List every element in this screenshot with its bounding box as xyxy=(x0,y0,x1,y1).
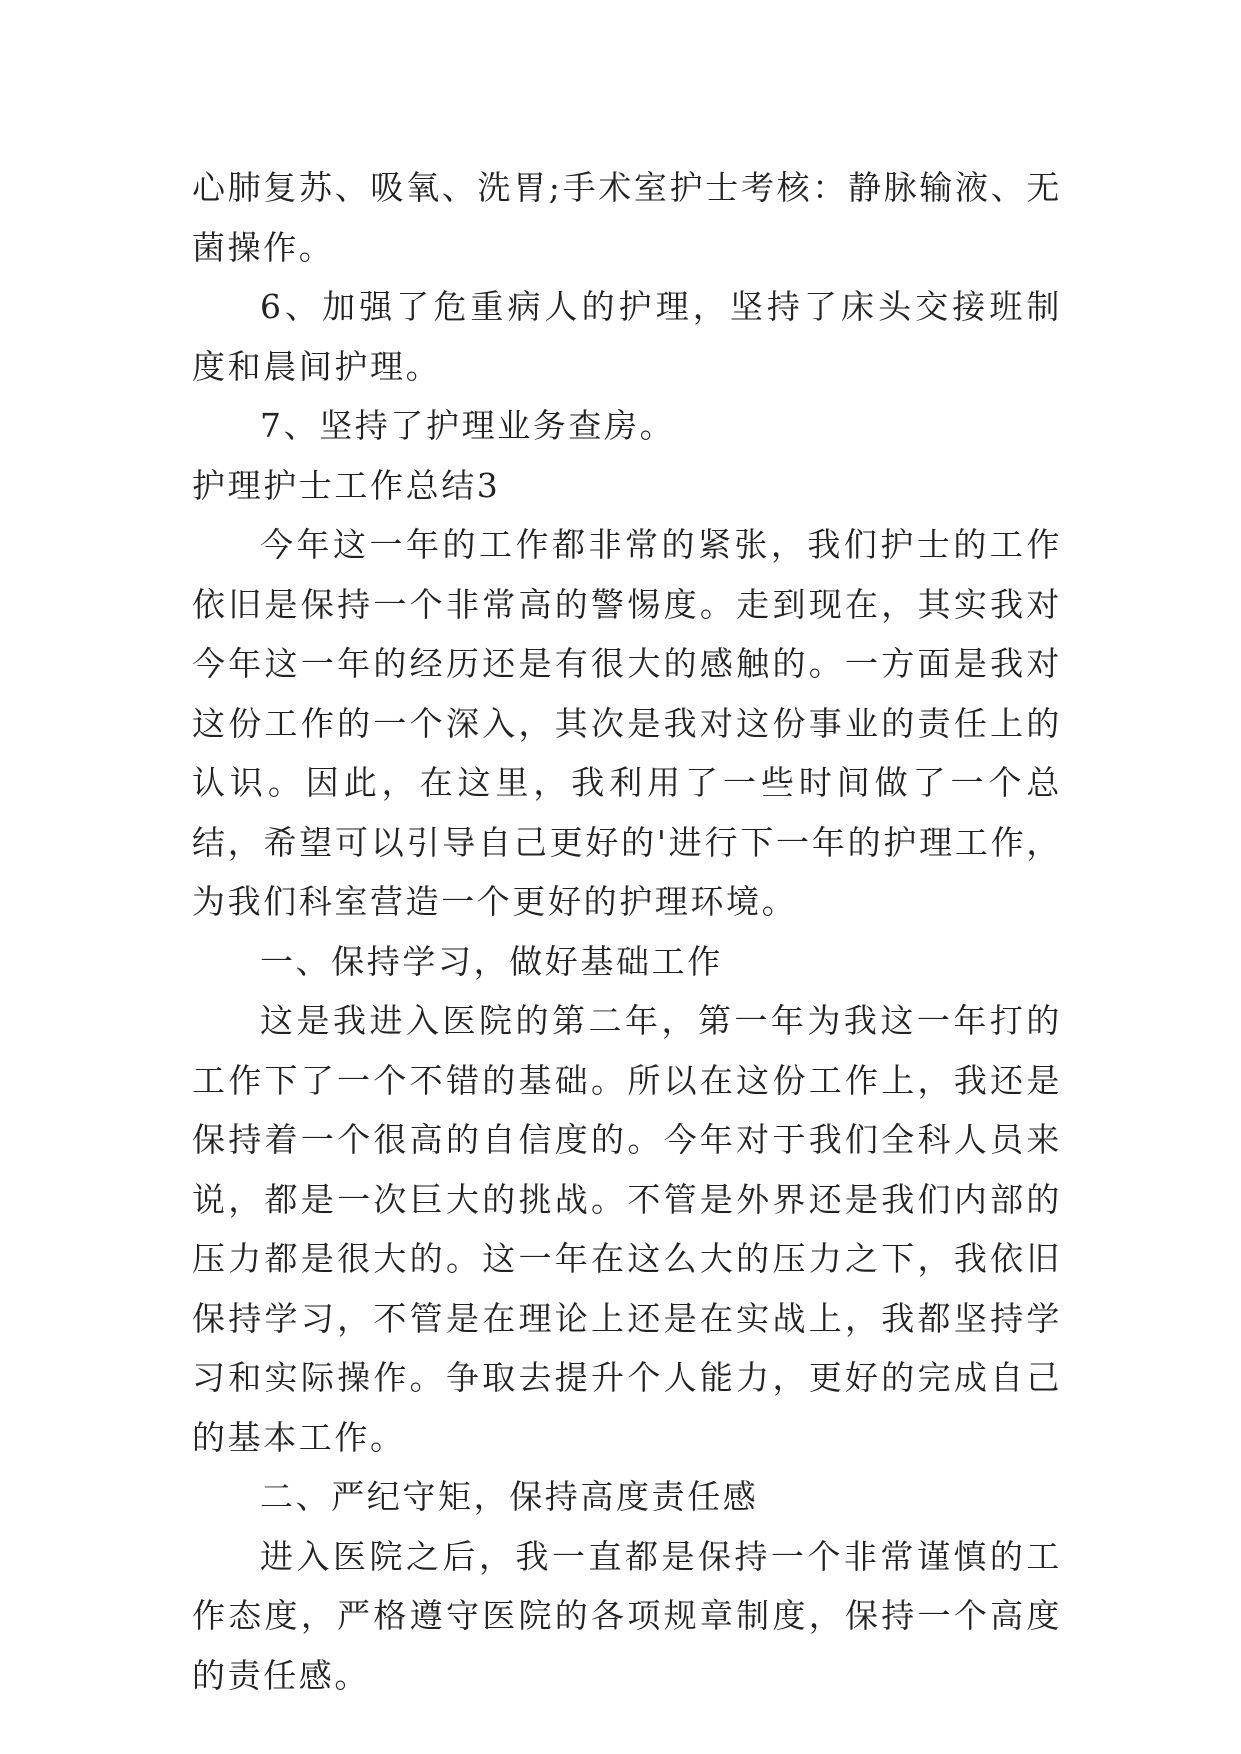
subheading-one: 一、保持学习，做好基础工作 xyxy=(260,941,723,981)
subheading-two: 二、严纪守矩，保持高度责任感 xyxy=(260,1477,759,1516)
paragraph-intro: 今年这一年的工作都非常的紧张，我们护士的工作依旧是保持一个非常高的警惕度。走到现在，其实我对今年这一年的经历还是有很大的感触的。一方面是我对这份工作的一个深入，其次是我对这份事业的责任上的认识。因此，在这里，我利用了一些时间做了一个总结，希望可以引导自己更好的'进行下一年的护理工作，为我们科室营造一个更好的护理环境。 xyxy=(192,525,1062,921)
paragraph-item-7: 7、坚持了护理业务查房。 xyxy=(260,406,676,445)
paragraph-item-6: 6、加强了危重病人的护理，坚持了床头交接班制度和晨间护理。 xyxy=(192,287,1062,386)
paragraph-discipline: 进入医院之后，我一直都是保持一个非常谨慎的工作态度，严格遵守医院的各项规章制度，保持一个高度的责任感。 xyxy=(192,1536,1062,1695)
paragraph-continued: 心肺复苏、吸氧、洗胃;手术室护士考核：静脉输液、无菌操作。 xyxy=(192,168,1062,267)
document-page xyxy=(192,158,1062,1705)
paragraph-study: 这是我进入医院的第二年，第一年为我这一年打的工作下了一个不错的基础。所以在这份工作上，我还是保持着一个很高的自信度的。今年对于我们全科人员来说，都是一次巨大的挑战。不管是外界还是我们内部的压力都是很大的。这一年在这么大的压力之下，我依旧保持学习，不管是在理论上还是在实战上，我都坚持学习和实际操作。争取去提升个人能力，更好的完成自己的基本工作。 xyxy=(192,1001,1062,1457)
section-title: 护理护士工作总结3 xyxy=(192,465,501,505)
